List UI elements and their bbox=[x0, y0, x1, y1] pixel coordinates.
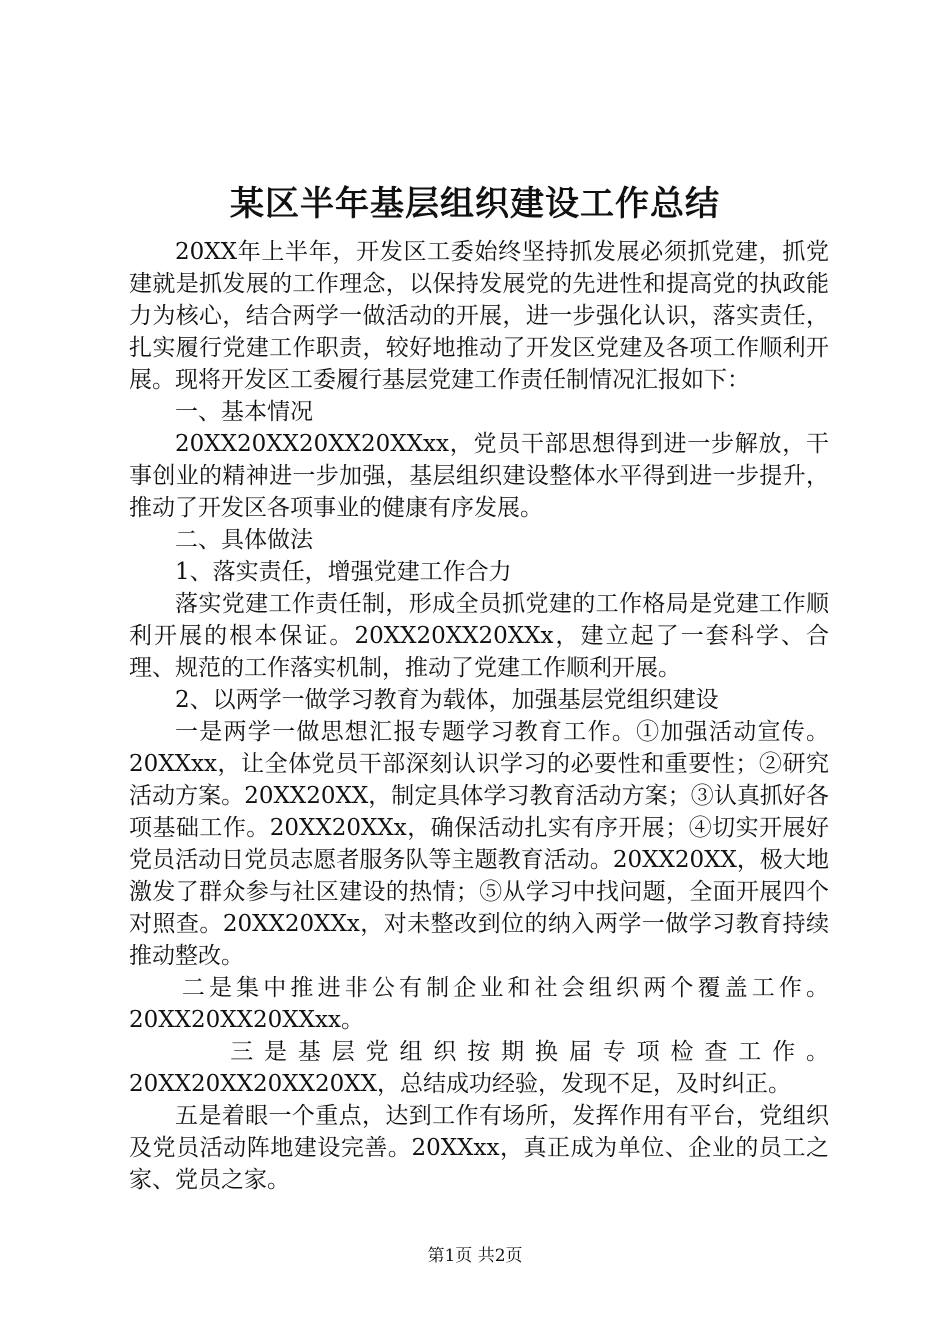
page-number-footer: 第1页 共2页 bbox=[427, 1246, 523, 1266]
responsibility-paragraph: 落实党建工作责任制，形成全员抓党建的工作格局是党建工作顺利开展的根本保证。20XX20XX20XXx，建立起了一套科学、合理、规范的工作落实机制，推动了党建工作顺利开展。 bbox=[129, 591, 829, 681]
study-education-paragraph: 一是两学一做思想汇报专题学习教育工作。①加强活动宣传。20XXxx，让全体党员干部深刻认识学习的必要性和重要性；②研究活动方案。20XX20XX，制定具体学习教育活动方案；③认真抓好各项基础工作。20XX20XXx，确保活动扎实有序开展；④切实开展好党员活动日党员志愿者服务队等主题教育活动。20XX20XX，极大地激发了群众参与社区建设的热情；⑤从学习中找问题，全面开展四个对照查。20XX20XXx，对未整改到位的纳入两学一做学习教育持续推动整改。 bbox=[129, 719, 829, 969]
section-heading-basic: 一、基本情况 bbox=[175, 399, 313, 425]
subheading-study-education: 2、以两学一做学习教育为载体，加强基层党组织建设 bbox=[175, 687, 719, 713]
document-title: 某区半年基层组织建设工作总结 bbox=[230, 184, 720, 224]
section-heading-methods: 二、具体做法 bbox=[175, 527, 313, 553]
document-body bbox=[129, 236, 829, 1196]
venue-building-paragraph: 五是着眼一个重点，达到工作有场所，发挥作用有平台，党组织及党员活动阵地建设完善。20XXxx，真正成为单位、企业的员工之家、党员之家。 bbox=[129, 1103, 829, 1193]
election-check-paragraph: 三是基层党组织按期换届专项检查工作。20XX20XX20XX20XX，总结成功经验，发现不足，及时纠正。 bbox=[129, 1039, 829, 1097]
coverage-paragraph: 二是集中推进非公有制企业和社会组织两个覆盖工作。20XX20XX20XXxx。 bbox=[129, 975, 829, 1033]
intro-paragraph: 20XX年上半年，开发区工委始终坚持抓发展必须抓党建，抓党建就是抓发展的工作理念，以保持发展党的先进性和提高党的执政能力为核心，结合两学一做活动的开展，进一步强化认识，落实责任，扎实履行党建工作职责，较好地推动了开发区党建及各项工作顺利开展。现将开发区工委履行基层党建工作责任制情况汇报如下： bbox=[129, 239, 829, 393]
basic-situation-paragraph: 20XX20XX20XX20XXxx，党员干部思想得到进一步解放，干事创业的精神进一步加强，基层组织建设整体水平得到进一步提升，推动了开发区各项事业的健康有序发展。 bbox=[129, 431, 829, 521]
subheading-responsibility: 1、落实责任，增强党建工作合力 bbox=[175, 559, 512, 585]
